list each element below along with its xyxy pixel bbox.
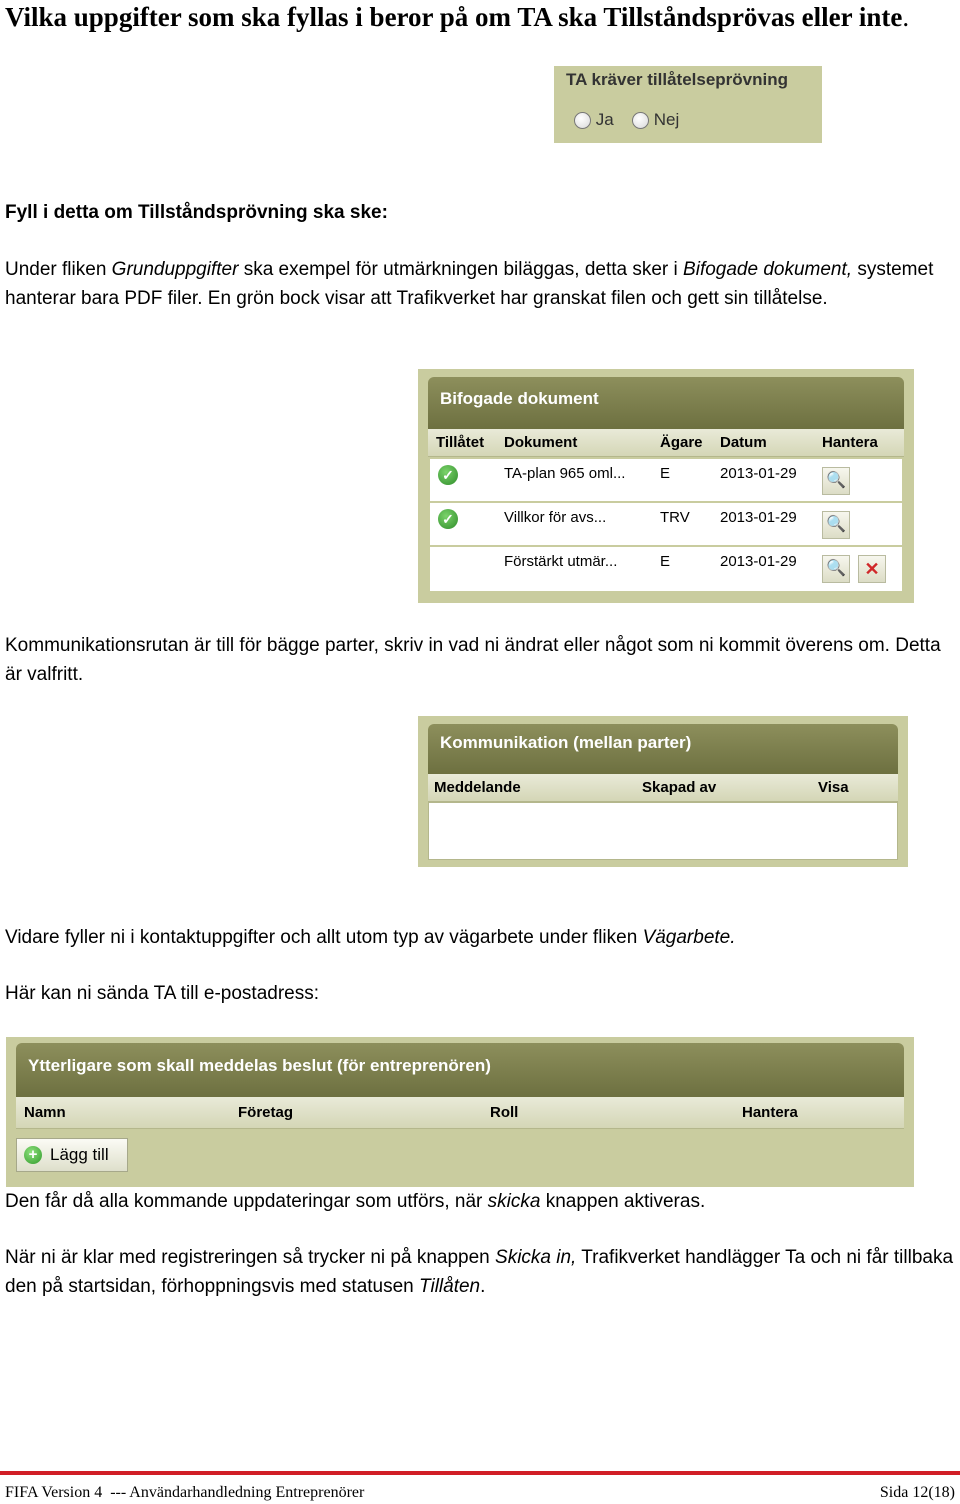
delete-document-button[interactable]: ✕: [858, 555, 886, 583]
communication-column-header: [428, 774, 898, 802]
row-document[interactable]: Villkor för avs...: [504, 509, 607, 526]
radio-yes-label: Ja: [595, 110, 614, 129]
col-name: Namn: [24, 1104, 66, 1121]
p6-text-c: Trafikverket handlägger Ta och ni får tillbaka den på startsidan, förhoppningsvis med statusen: [5, 1247, 954, 1297]
paragraph-submit: [5, 1244, 955, 1301]
row-document[interactable]: Förstärkt utmär...: [504, 553, 618, 570]
paragraph-updates: [5, 1188, 955, 1217]
row-document[interactable]: TA-plan 965 oml...: [504, 465, 626, 482]
p6-text-a: När ni är klar med registreringen så trycker ni på knappen: [5, 1247, 496, 1268]
row-date: 2013-01-29: [720, 553, 797, 570]
p1-text-f: En grön bock visar att Trafikverket har granskat filen och gett sin tillåtelse.: [207, 287, 828, 309]
paragraph-email: Här kan ni sända TA till e-postadress:: [5, 983, 320, 1004]
p1-text-b: Grunduppgifter: [111, 259, 239, 280]
footer-page-number: Sida 12(18): [879, 1484, 955, 1501]
table-row: [430, 503, 902, 546]
additional-recipients-panel: [6, 1037, 914, 1187]
p6-text-d: Tillåten: [419, 1275, 481, 1297]
p6-text-e: .: [480, 1275, 486, 1297]
view-document-button[interactable]: 🔍: [822, 467, 850, 495]
radio-yes-circle[interactable]: [574, 112, 591, 129]
row-date: 2013-01-29: [720, 465, 797, 482]
col-owner: Ägare: [660, 434, 703, 451]
col-date: Datum: [720, 434, 767, 451]
radio-no-circle[interactable]: [632, 112, 649, 129]
communication-panel: [418, 716, 908, 867]
p3-text-a: Vidare fyller ni i kontaktuppgifter och allt utom typ av vägarbete under fliken: [5, 927, 643, 948]
row-owner: E: [660, 553, 671, 570]
col-manage: Hantera: [822, 434, 878, 451]
col-document: Dokument: [504, 434, 578, 451]
radio-no-label: Nej: [653, 110, 680, 129]
col-manage: Hantera: [742, 1104, 798, 1121]
p6-text-b: Skicka in,: [495, 1247, 577, 1268]
table-row: [430, 547, 902, 592]
subheading: Fyll i detta om Tillståndsprövning ska ske:: [5, 202, 388, 223]
add-recipient-label: Lägg till: [50, 1145, 109, 1164]
col-allowed: Tillåtet: [436, 434, 485, 451]
view-document-button[interactable]: 🔍: [822, 511, 850, 539]
page-heading: Vilka uppgifter som ska fyllas i beror på om TA ska Tillståndsprövas eller inte.: [5, 2, 910, 32]
row-owner: E: [660, 465, 671, 482]
attachments-panel: [418, 369, 914, 603]
footer-left: FIFA Version 4 --- Användarhandledning Entreprenörer: [5, 1484, 365, 1501]
view-document-button[interactable]: 🔍: [822, 555, 850, 583]
p1-text-a: Under fliken: [5, 259, 112, 280]
row-owner: TRV: [660, 509, 690, 526]
paragraph-attachments: [5, 256, 955, 313]
paragraph-road-work: [5, 924, 955, 953]
additional-recipients-title: Ytterligare som skall meddelas beslut (för entreprenören): [16, 1043, 904, 1097]
col-created-by: Skapad av: [642, 779, 717, 796]
paragraph-communication: Kommunikationsrutan är till för bägge parter, skriv in vad ni ändrat eller något som ni kommit överens om. Detta är valfritt.: [5, 635, 941, 685]
col-message: Meddelande: [434, 779, 521, 796]
col-view: Visa: [818, 779, 849, 796]
approved-check-icon: ✓: [438, 509, 458, 529]
p1-text-c: ska exempel för utmärkningen biläggas, detta sker i: [238, 259, 684, 280]
table-row: [430, 459, 902, 502]
row-date: 2013-01-29: [720, 509, 797, 526]
communication-panel-title: Kommunikation (mellan parter): [428, 724, 898, 774]
p5-text-b: skicka: [487, 1191, 541, 1212]
p5-text-c: knappen aktiveras.: [540, 1191, 706, 1212]
add-icon: +: [24, 1146, 42, 1164]
additional-recipients-column-header: [16, 1097, 904, 1129]
ta-approval-box: [554, 66, 822, 143]
radio-no[interactable]: [632, 110, 679, 130]
p5-text-a: Den får då alla kommande uppdateringar som utförs, när: [5, 1191, 488, 1212]
communication-empty-area: [428, 802, 898, 860]
p1-text-e: systemet hanterar bara PDF filer.: [5, 259, 934, 309]
footer-rule: [0, 1471, 960, 1475]
p1-text-d: Bifogade dokument,: [683, 259, 853, 280]
add-recipient-button[interactable]: [16, 1138, 128, 1172]
attachments-column-header: [428, 429, 904, 457]
p3-text-b: Vägarbete.: [642, 927, 736, 948]
col-role: Roll: [490, 1104, 519, 1121]
approved-check-icon: ✓: [438, 465, 458, 485]
ta-approval-title: TA kräver tillåtelseprövning: [566, 70, 789, 89]
radio-yes[interactable]: [574, 110, 614, 130]
col-company: Företag: [238, 1104, 294, 1121]
attachments-panel-title: Bifogade dokument: [428, 377, 904, 429]
